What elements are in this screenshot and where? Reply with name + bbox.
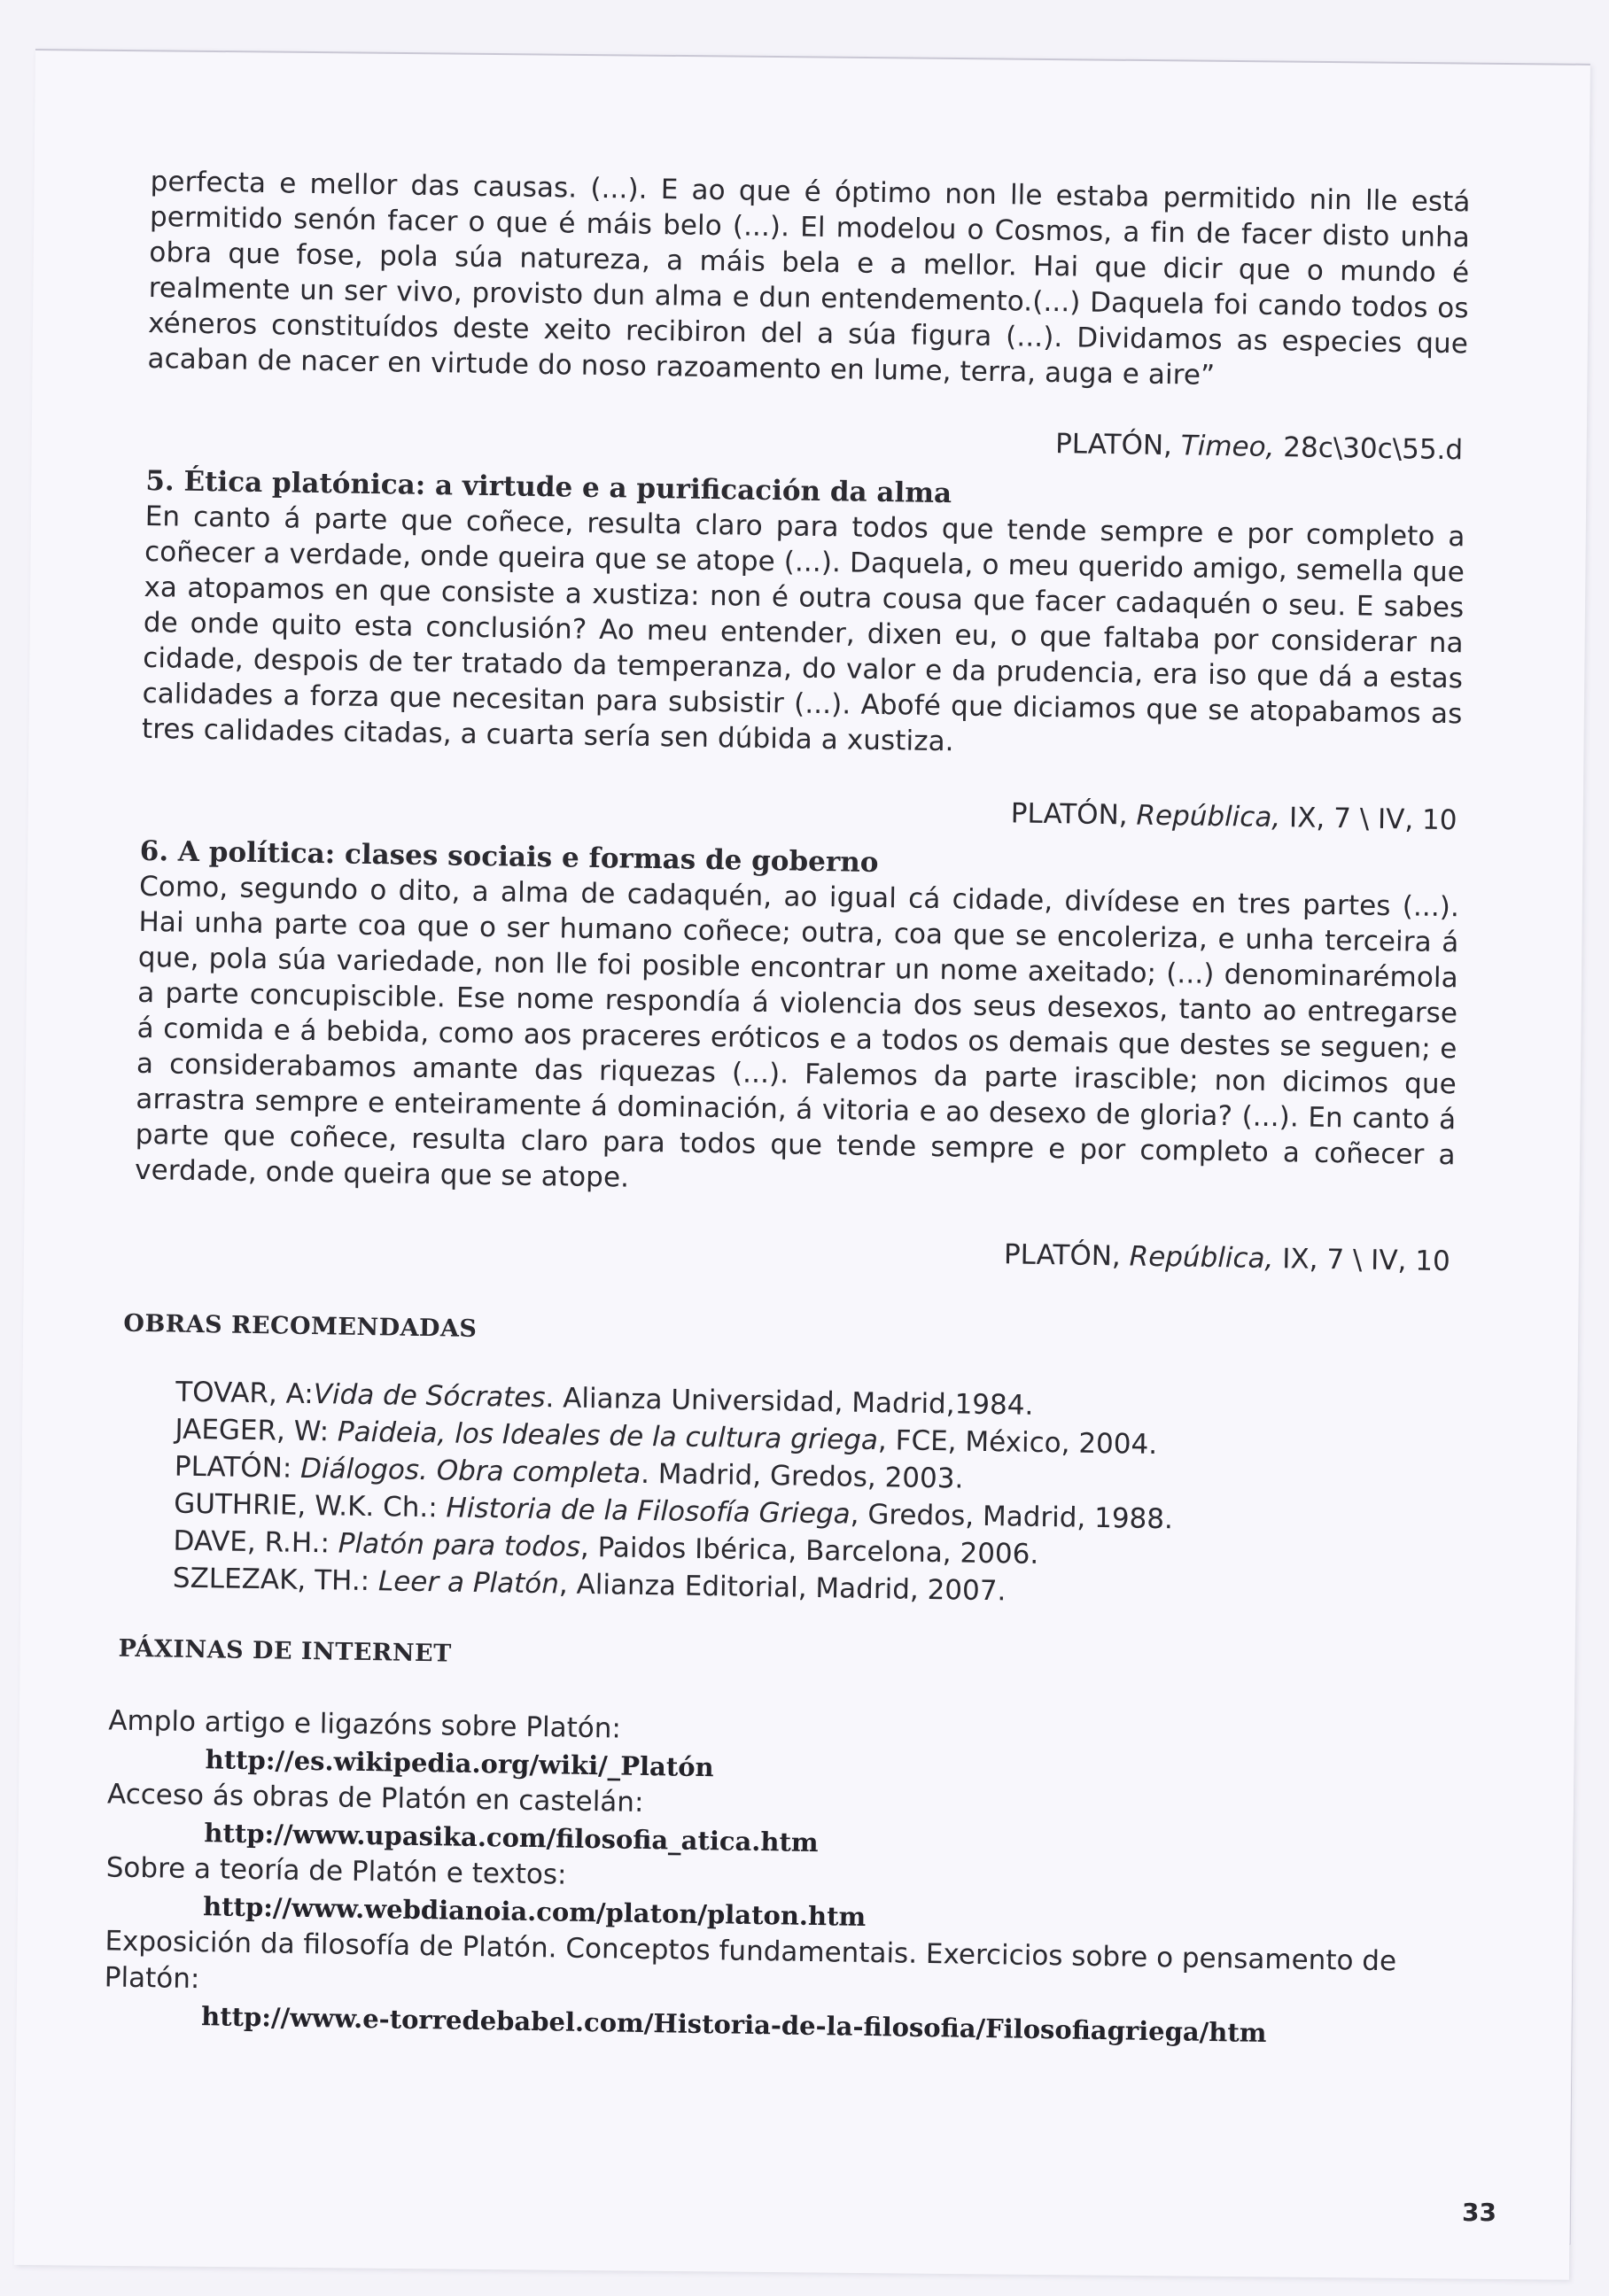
citation-ref: IX, 7 \ IV, 10 xyxy=(1279,802,1457,837)
citation-author: PLATÓN, xyxy=(1010,797,1137,832)
link-description: Exposición da filosofía de Platón. Conceptos fundamentais. Exercicios sobre o pensamento de Platón: xyxy=(104,1925,1397,1996)
obras-heading: OBRAS RECOMENDADAS xyxy=(123,1309,478,1343)
section-6-title: 6. A política: clases sociais e formas de goberno xyxy=(139,834,879,879)
intro-paragraph: perfecta e mellor das causas. (...). E ao que é óptimo non lle estaba permitido nin lle está permitido senón facer o que é máis belo (...). El modelou o Cosmos, a fin de facer disto unha obra que fose, pola súa natureza, a máis bela e a mellor. Hai que dicir que o mundo é realmente un ser vivo, provisto dun alma e dun entendemento.(...) Daquela foi cando todos os xéneros constituídos deste xeito recibiron del a súa figura (...). Dividamos as especies que acaban de nacer en virtude do noso razoamento en lume, terra, auga e aire” xyxy=(147,165,1471,392)
ref-title: Historia de la Filosofía Griega xyxy=(446,1492,851,1531)
citation-work: República, xyxy=(1129,1240,1274,1276)
ref-details: , Paidos Ibérica, Barcelona, 2006. xyxy=(579,1531,1039,1571)
ref-details: , Alianza Editorial, Madrid, 2007. xyxy=(558,1568,1007,1608)
section-5-text: En canto á parte que coñece, resulta claro para todos que tende sempre e por completo a coñecer a verdade, onde queira que se atope (...). Daquela, o meu querido amigo, semella que xa atopamos en que consiste a xustiza: non é outra cousa que facer cadaquén o seu. E sabes de onde quito esta conclusión? Ao meu entender, dixen eu, o que faltaba por considerar na cidade, despois de ter tratado da temperanza, do valor e da prudencia, era iso que dá a estas calidades a forza que necesitan para subsistir (...). Abofé que diciamos que se atopabamos as tres calidades citadas, a cuarta sería sen dúbida a xustiza. xyxy=(141,500,1465,758)
ref-title: Vida de Sócrates xyxy=(313,1378,546,1415)
link-url[interactable]: http://www.e-torredebabel.com/Historia-de-la-filosofia/Filosofiagriega/htm xyxy=(200,2001,1267,2049)
internet-links xyxy=(104,1703,1447,2054)
section-6-text: Como, segundo o dito, a alma de cadaquén, ao igual cá cidade, divídese en tres partes (...). Hai unha parte coa que o ser humano coñece; outra, coa que se encoleriza, e unha terceira á que, pola súa variedade, non lle foi posible encontrar un nome axeitado; (...) denominarémola a parte concupiscible. Ese nome respondía á violencia dos seus desexos, tanto ao entregarse á comida e á bebida, como aos praceres eróticos e a todos os demais que destes se seguen; e a considerabamos amante das riquezas (...). Falemos da parte irascible; non dicimos que arrastra sempre e enteiramente á dominación, á vitoria e ao desexo de gloria? (...). En canto á parte que coñece, resulta claro para todos que tende sempre e por completo a coñecer a verdade, onde queira que se atope. xyxy=(134,870,1460,1194)
ref-title: Diálogos. Obra completa xyxy=(299,1452,641,1490)
ref-author: DAVE, R.H.: xyxy=(173,1524,339,1560)
ref-author: TOVAR, A: xyxy=(175,1376,315,1411)
citation-work: República, xyxy=(1136,799,1281,834)
ref-details: . Alianza Universidad, Madrid,1984. xyxy=(545,1382,1034,1422)
ref-author: SZLEZAK, TH.: xyxy=(172,1562,379,1598)
page-number: 33 xyxy=(1462,2198,1496,2227)
section-5-title: 5. Ética platónica: a virtude e a purificación da alma xyxy=(145,464,952,510)
citation-author: PLATÓN, xyxy=(1054,428,1182,462)
ref-author: JAEGER, W: xyxy=(175,1413,338,1448)
ref-title: Platón para todos xyxy=(338,1527,581,1563)
obras-list xyxy=(173,1374,1452,1617)
ref-author: GUTHRIE, W.K. Ch.: xyxy=(173,1487,447,1524)
citation-republica-1 xyxy=(140,782,1460,838)
ref-details: , Gredos, Madrid, 1988. xyxy=(850,1498,1174,1536)
page-content xyxy=(104,164,1471,2054)
link-url[interactable]: http://www.upasika.com/filosofia_atica.htm xyxy=(204,1818,819,1858)
paxinas-heading: PÁXINAS DE INTERNET xyxy=(118,1634,452,1668)
ref-details: . Madrid, Gredos, 2003. xyxy=(640,1457,964,1495)
citation-ref: 28c\30c\55.d xyxy=(1274,430,1464,467)
link-description: Amplo artigo e ligazóns sobre Platón: xyxy=(108,1704,622,1745)
ref-author: PLATÓN: xyxy=(174,1450,301,1485)
ref-title: Leer a Platón xyxy=(377,1565,560,1601)
ref-details: , FCE, México, 2004. xyxy=(877,1424,1158,1462)
citation-ref: IX, 7 \ IV, 10 xyxy=(1273,1243,1450,1278)
ref-title: Paideia, los Ideales de la cultura griega xyxy=(337,1416,879,1457)
link-url[interactable]: http://www.webdianoia.com/platon/platon.htm xyxy=(202,1891,867,1932)
citation-work: Timeo, xyxy=(1180,430,1275,463)
link-url[interactable]: http://es.wikipedia.org/wiki/_Platón xyxy=(205,1744,714,1783)
link-description: Sobre a teoría de Platón e textos: xyxy=(105,1851,567,1891)
citation-republica-2 xyxy=(134,1223,1454,1279)
citation-author: PLATÓN, xyxy=(1003,1238,1130,1273)
link-description: Acceso ás obras de Platón en castelán: xyxy=(106,1778,644,1819)
citation-timeo xyxy=(146,412,1466,468)
